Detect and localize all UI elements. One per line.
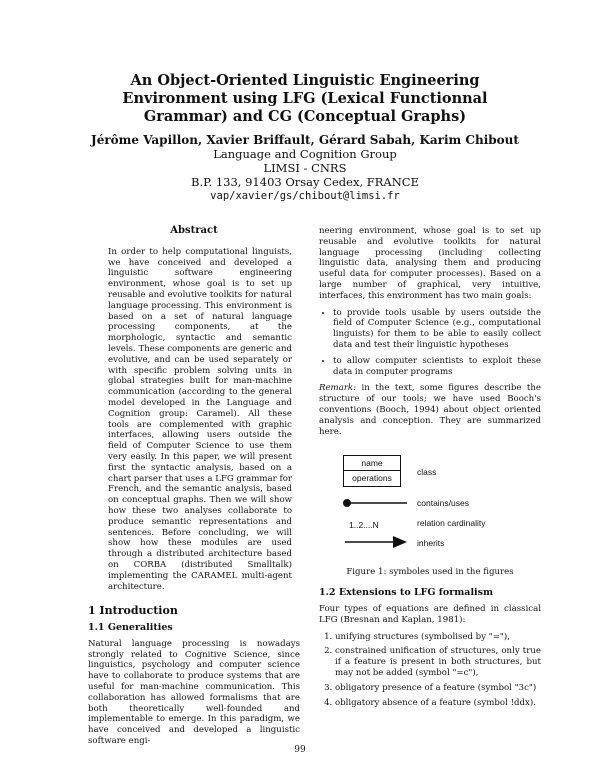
paper-title: An Object-Oriented Linguistic Engineering Environment using LFG (Lexical Functionnal Grammar) and CG (Conceptual Graphs) <box>122 72 488 125</box>
email-address: vap/xavier/gs/chibout@limsi.fr <box>210 190 400 202</box>
abstract-heading: Abstract <box>170 225 218 236</box>
list-item: 4. obligatory absence of a feature (symbol !ddx). <box>335 698 541 709</box>
lfg-intro-paragraph: Four types of equations are defined in classical LFG (Bresnan and Kaplan, 1981): <box>319 603 541 625</box>
figure-caption: Figure 1: symboles used in the figures <box>346 567 514 578</box>
class-box-operations: operations <box>352 473 392 484</box>
affiliation-lab: LIMSI - CNRS <box>263 161 347 175</box>
list-item: • to allow computer scientists to exploit these data in computer programs <box>333 356 541 378</box>
equations-list <box>319 632 541 709</box>
author-block <box>90 133 520 203</box>
page-number: 99 <box>294 745 306 755</box>
contains-label: contains/uses <box>417 498 469 509</box>
cardinality-label: relation cardinality <box>417 518 486 529</box>
remark-label: Remark: <box>319 383 357 394</box>
abstract-text: In order to help computational linguists, we have conceived and developed a linguistic software engineering environment, whose goal is to set up reusable and evolutive toolkits for natural language processing. This environment is based on a set of natural language processing components, at the morphologic, syntactic and semantic levels. These components are generic and evolutive, and can be used separately or with specific problem solving units in global strategies built for man-machine communication (according to the general model developed in the Language and Cognition group: Caramel). All these tools are complemented with graphic interfaces, allowing users outside the field of Computer Science to use them very easily. In this paper, we will present first the syntactic analysis, based on a chart parser that uses a LFG grammar for French, and the semantic analysis, based on conceptual graphs. Then we will show how these two analyses collaborate to produce semantic representations and sentences. Before concluding, we will show how these modules are used through a distributed architecture based on CORBA (distributed Smalltalk) implementing the CARAMEL multi-agent architecture. <box>108 246 292 592</box>
list-item: 3. obligatory presence of a feature (symbol "3c") <box>335 683 541 694</box>
continuation-paragraph: neering environment, whose goal is to set up reusable and evolutive toolkits for natural language processing (including collecting linguistic data, analysing them and producing useful data for computer processes). Based on a large number of graphical, very intuitive, interfaces, this environment has two main goals: <box>319 226 541 301</box>
cardinality-symbol: 1..2....N <box>349 520 379 531</box>
figure-symbols <box>319 443 541 563</box>
affiliation-group: Language and Cognition Group <box>213 147 397 161</box>
contains-symbol-icon <box>341 497 411 509</box>
subsection-heading-lfg: 1.2 Extensions to LFG formalism <box>319 587 494 599</box>
left-column <box>88 226 300 753</box>
intro-paragraph: Natural language processing is nowadays strongly related to Cognitive Science, since linguistics, psychology and computer science have to collaborate to produce systems that are useful for man-machine communication. This collaboration has allowed formalisms that are both theoretically well-founded and implementable to emerge. In this paradigm, we have conceived and developed a linguistic software engi- <box>88 638 300 747</box>
class-symbol-box <box>343 455 401 487</box>
postal-address: B.P. 133, 91403 Orsay Cedex, FRANCE <box>191 175 419 189</box>
class-label: class <box>417 467 437 478</box>
section-heading-introduction: 1 Introduction <box>88 604 178 618</box>
class-box-name: name <box>344 456 400 471</box>
inherits-label: inherits <box>417 538 445 549</box>
list-item: 2. constrained unification of structures, only true if a feature is present in both structures, but may not be added (symbol "=c"), <box>335 646 541 678</box>
author-names: Jérôme Vapillon, Xavier Briffault, Gérard Sabah, Karim Chibout <box>91 133 519 147</box>
inherits-arrowhead-icon <box>393 536 407 548</box>
right-column <box>319 226 541 712</box>
remark-paragraph <box>319 383 541 437</box>
goals-list <box>319 308 541 378</box>
remark-text: in the text, some figures describe the structure of our tools; we have used Booch's conventions (Booch, 1994) about object oriented analysis and conception. They are summarized here. <box>319 383 541 437</box>
list-item: 1. unifying structures (symbolised by "="), <box>335 632 541 643</box>
list-item: • to provide tools usable by users outside the field of Computer Science (e.g., computational linguists) for them to be able to easily collect data and test their linguistic hypotheses <box>333 308 541 351</box>
inherits-arrow-icon <box>341 535 411 549</box>
subsection-heading-generalities: 1.1 Generalities <box>88 622 173 634</box>
